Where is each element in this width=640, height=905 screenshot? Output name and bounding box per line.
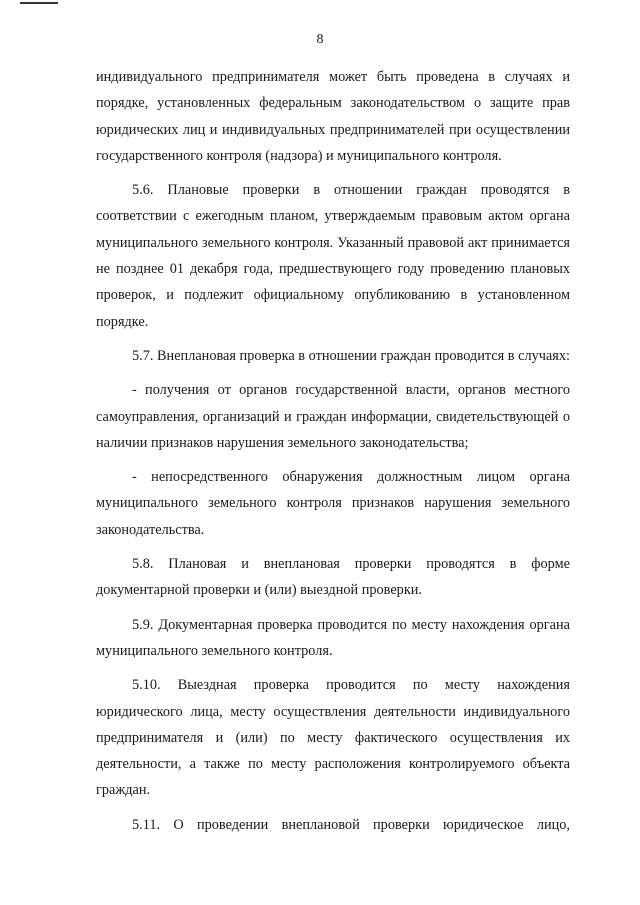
paragraph-5-10: 5.10. Выездная проверка проводится по месту нахождения юридического лица, месту осуществления деятельности индивидуального предпринимателя и (или) по месту фактического осуществления их деятельности, а также по месту расположения контролируемого объекта граждан. (96, 677, 570, 799)
paragraph-5-8: 5.8. Плановая и внеплановая проверки проводятся в форме документарной проверки и (или) выездной проверки. (96, 556, 570, 599)
list-item-direct-detection: - непосредственного обнаружения должностным лицом органа муниципального земельного контроля признаков нарушения земельного законодательства. (96, 469, 570, 538)
list-item-information: - получения от органов государственной власти, органов местного самоуправления, организаций и граждан информации, свидетельствующей о наличии признаков нарушения земельного законодательства; (96, 382, 570, 451)
paragraph-5-9: 5.9. Документарная проверка проводится по месту нахождения органа муниципального земельного контроля. (96, 616, 570, 659)
paragraph-5-7: 5.7. Внеплановая проверка в отношении граждан проводится в случаях: (132, 347, 570, 364)
paragraph-5-6: 5.6. Плановые проверки в отношении граждан проводятся в соответствии с ежегодным планом, утверждаемым правовым актом органа муниципального земельного контроля. Указанный правовой акт принимается не позднее 01 декабря года, предшествующего году проведению плановых проверок, и подлежит официальному опубликованию в установленном порядке. (96, 182, 570, 330)
page-number: 8 (316, 32, 324, 47)
paragraph-continuation: индивидуального предпринимателя может быть проведена в случаях и порядке, установленных федеральным законодательством о защите прав юридических лиц и индивидуальных предпринимателей при осуществлении государственного контроля (надзора) и муниципального контроля. (96, 69, 570, 164)
paragraph-5-11: 5.11. О проведении внеплановой проверки юридическое лицо, (132, 816, 570, 833)
page-body (96, 64, 570, 838)
corner-mark (20, 2, 58, 4)
